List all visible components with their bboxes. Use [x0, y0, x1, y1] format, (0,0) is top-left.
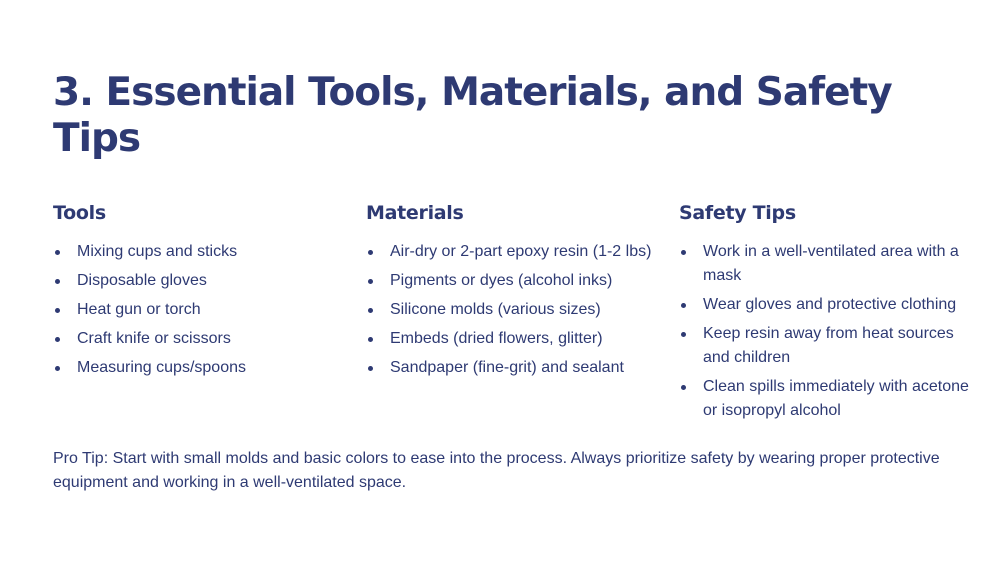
bullet-icon: [368, 308, 373, 313]
page-title: 3. Essential Tools, Materials, and Safety Tips: [53, 70, 892, 161]
materials-list: [366, 240, 656, 380]
list-item: [366, 298, 656, 322]
materials-heading: Materials: [366, 202, 464, 224]
bullet-icon: [681, 332, 686, 337]
list-item-text: Mixing cups and sticks: [77, 243, 238, 260]
bullet-icon: [55, 366, 60, 371]
bullet-icon: [368, 366, 373, 371]
bullet-icon: [368, 337, 373, 342]
bullet-icon: [368, 250, 373, 255]
bullet-icon: [55, 337, 60, 342]
list-item-text: Sandpaper (fine-grit) and sealant: [390, 359, 624, 376]
list-item-text: Heat gun or torch: [77, 301, 201, 318]
list-item-text: Silicone molds (various sizes): [390, 301, 601, 318]
list-item: [53, 240, 343, 264]
list-item-text: Wear gloves and protective clothing: [703, 296, 957, 313]
list-item: [366, 356, 656, 380]
pro-tip: Pro Tip: Start with small molds and basic colors to ease into the process. Always prioritize safety by wearing proper protective equipment and working in a well-ventilated space.: [53, 450, 940, 491]
list-item-text: Pigments or dyes (alcohol inks): [390, 272, 613, 289]
list-item-text: Measuring cups/spoons: [77, 359, 246, 376]
list-item: [679, 375, 969, 423]
list-item-text: Craft knife or scissors: [77, 330, 231, 347]
bullet-icon: [55, 279, 60, 284]
list-item-text: Keep resin away from heat sources and children: [703, 325, 954, 366]
list-item: [679, 293, 969, 317]
safety-tips-heading: Safety Tips: [679, 202, 796, 224]
list-item: [53, 298, 343, 322]
bullet-icon: [681, 250, 686, 255]
list-item-text: Clean spills immediately with acetone or isopropyl alcohol: [703, 378, 969, 419]
list-item: [53, 269, 343, 293]
safety-tips-list: [679, 240, 969, 423]
bullet-icon: [55, 308, 60, 313]
safety-tips-column: [679, 200, 969, 428]
bullet-icon: [681, 385, 686, 390]
list-item: [679, 240, 969, 288]
tools-list: [53, 240, 343, 380]
list-item: [53, 327, 343, 351]
tools-heading: Tools: [53, 202, 106, 224]
list-item-text: Embeds (dried flowers, glitter): [390, 330, 603, 347]
bullet-icon: [681, 303, 686, 308]
list-item-text: Air-dry or 2-part epoxy resin (1-2 lbs): [390, 243, 652, 260]
bullet-icon: [368, 279, 373, 284]
tools-column: [53, 200, 343, 385]
list-item: [53, 356, 343, 380]
materials-column: [366, 200, 656, 385]
list-item-text: Work in a well-ventilated area with a mask: [703, 243, 959, 284]
list-item-text: Disposable gloves: [77, 272, 207, 289]
list-item: [366, 240, 656, 264]
list-item: [366, 269, 656, 293]
list-item: [679, 322, 969, 370]
list-item: [366, 327, 656, 351]
bullet-icon: [55, 250, 60, 255]
